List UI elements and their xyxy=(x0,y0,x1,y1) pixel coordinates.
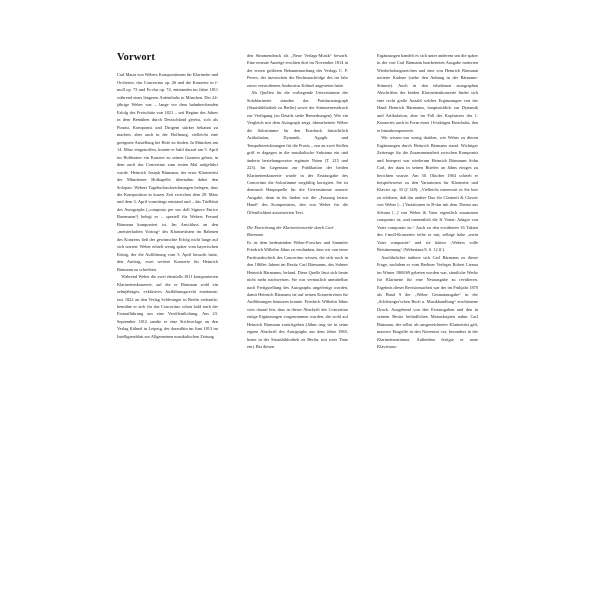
paragraph: Es ist dem bedeutenden Weber-Forscher und Sammler Friedrich Wilhelm Jähns zu verdanken, dass wir von einer Partiturabschrift des Concertino wissen, die sich noch in den 1860er Jahren im Besitz Carl Bärmanns, des Sohnes Heinrich Bärmanns, befand. Diese Quelle lässt sich heute nicht mehr nachweisen. Sie war vermutlich unmittelbar nach Fertigstellung des Autographs angefertigt worden, damit Heinrich Bärmann sie auf seinen Konzertreisen für Aufführungen benutzen konnte. Friedrich Wilhelm Jähns wies darauf hin, dass in dieser Abschrift des Concertino einige Ergänzungen vorgenommen wurden, die wohl auf Heinrich Bärmann zurückgehen (Jähns trug sie in seine eigene Abschrift des Autographs aus dem Jahre 1865, heute in der Staatsbibliothek zu Berlin, mit roter Tinte ein). Bei diesen xyxy=(247,239,348,350)
paragraph: Während Weber die zwei ebenfalls 1811 komponierten Klarinettenkonzerte, auf die er Bärmann wohl ein zehnjähriges, exklusives Aufführungsrecht einräumte, erst 1822 an den Verlag Schlesinger in Berlin verkaufte, bemühte er sich für das Concertino schon bald nach der Erstaufführung um eine Veröffentlichung. Am 23. September 1812 sandte er eine Stichvorlage an den Verlag Kühnel in Leipzig, der daraufhin im Juni 1813 im Intelligenzblatt zur Allgemeinen musikalischen Zeitung xyxy=(117,274,218,339)
paragraph: Als Quellen für die vorliegende Urtextstimme der Soloklarinette standen das Partiturautograph (Staatsbibliothek zu Berlin) sowie der Stimmenerstdruck zur Verfügung (zu Details siehe Bemerkungen). Wie ein Vergleich mit dem Autograph zeigt, überarbeitete Weber die Solostimme für den Erstdruck hinsichtlich Artikulation, Dynamik, Agogik und Tempobezeichnungen für die Praxis – nur an zwei Stellen griff er dagegen in die musikalische Substanz ein und änderte beziehungsweise ergänzte Noten (T. 215 und 223). Im Gegensatz zur Publikation der beiden Klarinettenkonzerte wurde in der Erstausgabe des Concertino die Solostimme sorgfältig korrigiert. Sie ist demnach Hauptquelle für die Urtextstimme unserer Ausgabe, denn in ihr finden wir die „Fassung letzter Hand“ des Komponisten, den von Weber für die Öffentlichkeit autorisierten Text. xyxy=(247,90,348,215)
paragraph: Carl Maria von Webers Kompositionen für Klarinette und Orchester, das Concertino op. 26 und die Konzerte in f-moll op. 73 und Es-dur op. 74, entstanden im Jahre 1811 während eines längeren Aufenthalts in München. Der 24-jährige Weber war – lange vor dem bahnbrechenden Erfolg des Freischütz von 1821 – seit Beginn des Jahres in dem Bemühen durch Deutschland gereist, sich als Pianist, Komponist und Dirigent stärker bekannt zu machen, aber auch in der Hoffnung, vielleicht eine geeignete Anstellung bei Hofe zu finden. In München am 14. März eingetroffen, konnte er bald darauf am 5. April im Hoftheater ein Konzert zu seinen Gunsten geben, in dem auch das Concertino zum ersten Mal aufgeführt wurde. Heinrich Joseph Bärmann, der erste Klarinettist der Münchener Hofkapelle, übernahm dabei den Solopart. Webers Tagebuchaufzeichnungen belegen, dass die Komposition in kurzer Zeit zwischen dem 29. März und dem 3. April vormittags entstand und – das Titelblatt des Autographs („composto per uso dell Signore Enrico Baermann“) belegt es – speziell für Webers Freund Bärmann komponiert ist. Im Anschluss an den „meisterhaften Vortrag“ des Klarinettisten im Rahmen des Konzerts ließ der gewünschte Erfolg nicht lange auf sich warten: Weber erhielt wenig später vom bayerischen König, der die Aufführung vom 5. April besucht hatte, den Auftrag, zwei weitere Konzerte für Heinrich Bärmann zu schreiben. xyxy=(117,72,218,272)
text-column-3 xyxy=(377,52,478,542)
paragraph: Wir wissen nur wenig darüber, wie Weber zu diesen Ergänzungen durch Heinrich Bärmann stand. Wichtiger Zeitzeuge für die Zusammenarbeit zwischen Komponist und Interpret war wiederum Heinrich Bärmanns Sohn Carl, der dazu in seinen Briefen an Jähns einiges zu berichten wusste. Am 30. Oktober 1864 schrieb er beispielsweise zu den Variationen für Klarinette und Klavier op. 33 (J 128): „Vielleicht interessirt es Sie hier zu erfahren, daß das andere Duo für Clarinett & Clavier von Weber [...] Variationen in B-dur mit dem Thema aus Silvana [...] von Weber & Vater eigentlich zusammen componirt ist, und namentlich die 3t Variat: Adagio von Vater componirt ist.“ Auch zu den erwähnten 16 Takten des f-moll-Konzertes teilte er mit, selbige habe „mein Vater componirt“ und sie hätten „Webers volle Beistimmung“ (Weberiana 8, S. 12 ff.). xyxy=(377,135,478,253)
text-column-2 xyxy=(247,52,348,542)
paragraph: Ergänzungen handelt es sich unter anderem um die später in der von Carl Bärmann bearbeiteten Ausgabe notierten Wiederholungszeichen und eine von Heinrich Bärmann notierte Kadenz (siehe den Anhang in der Bärmann-Stimme). Auch in den erhaltenen autographen Abschriften der beiden Klarinettenkonzerte findet sich eine recht große Anzahl solcher Ergänzungen von der Hand Heinrich Bärmanns, hauptsächlich zur Dynamik und Artikulation, aber im Fall des Kopfsatzes des 1. Konzertes auch in Form eines 16-taktigen Einschubs, den er hinzukomponierte. xyxy=(377,53,478,133)
paragraph: den Stimmendruck als „Neue Verlags-Musik“ bewarb. Eine erneute Anzeige erschien dort im November 1814 in der ersten größeren Bekanntmachung des Verlags C. F. Peters, der inzwischen die Rechtsnachfolge des im Jahr zuvor verstorbenen Ambrosius Kühnel angetreten hatte. xyxy=(247,53,348,88)
paragraph: Ausführlicher äußerte sich Carl Bärmann zu dieser Frage, nachdem er vom Berliner Verleger Robert Lienau im Winter 1868/69 gebeten worden war, sämtliche Werke für Klarinette für eine Neuausgabe zu revidieren. Ergebnis dieser Revisionsarbeit war der im Frühjahr 1870 als Band 9 der „Weber Gesamtausgabe“ in der „Schlesinger'schen Buch u. Musikhandlung“ erschienene Druck. Ausgehend von den Erstausgaben und den in seinem Besitz befindlichen Manuskripten nahm Carl Bärmann, der selbst als ausgezeichneter Klarinettist galt, massive Eingriffe in den Notentext vor, besonders in der Klarinettenstimme. Außerdem fertigte er neue Klavieraus- xyxy=(377,254,478,350)
section-subheading: Die Einrichtung der Klarinettenwerke durch Carl Bärmann xyxy=(247,224,334,238)
content-area xyxy=(117,52,488,542)
text-column-1 xyxy=(117,52,218,542)
title-spacer xyxy=(117,64,218,71)
subheading-spacer xyxy=(247,216,348,223)
three-column-text-body xyxy=(117,52,488,542)
page-title: Vorwort xyxy=(117,52,155,63)
